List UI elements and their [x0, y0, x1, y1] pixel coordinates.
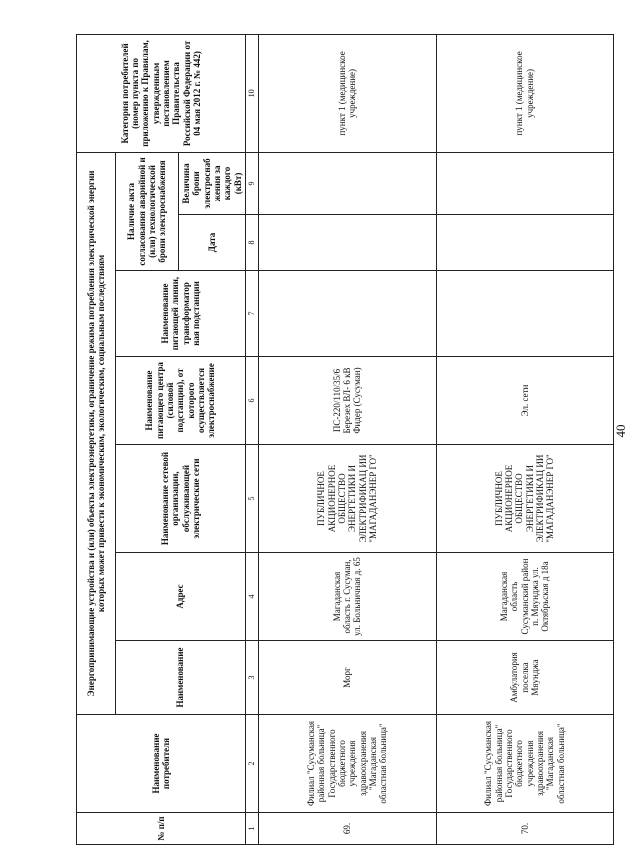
table-row	[259, 34, 436, 844]
row-power-center: Эл. сети	[436, 357, 613, 445]
row-category: пункт 1 (медицинское учреждение)	[436, 34, 613, 152]
row-supply-line	[259, 271, 436, 357]
header-network-org: Наименование сетевой организации, обслуживающей электрические сети	[116, 445, 246, 553]
row-reserve	[259, 152, 436, 214]
row-reserve	[436, 152, 613, 214]
col-number: 9	[246, 152, 259, 214]
col-number: 8	[246, 215, 259, 271]
header-group-title: Энергопринимающие устройства и (или) объекты электроэнергетики, ограничение режима потребления электрической энергии которых может привести к экономическим, экологическим, социальным последствиям	[77, 152, 116, 714]
row-date	[436, 215, 613, 271]
row-date	[259, 215, 436, 271]
rotated-table-wrapper	[76, 35, 614, 845]
row-network-org: ПУБЛИЧНОЕ АКЦИОНЕРНОЕ ОБЩЕСТВО ЭНЕРГЕТИКИ И ЭЛЕКТРИФИКАЦ ИИ "МАГАДАНЭНЕР ГО"	[259, 445, 436, 553]
col-number: 6	[246, 357, 259, 445]
row-no: 70.	[436, 813, 613, 845]
row-network-org: ПУБЛИЧНОЕ АКЦИОНЕРНОЕ ОБЩЕСТВО ЭНЕРГЕТИКИ И ЭЛЕКТРИФИКАЦ ИИ "МАГАДАНЭНЕР ГО"	[436, 445, 613, 553]
header-no: № п/п	[77, 813, 246, 845]
table-row	[436, 34, 613, 844]
col-number: 2	[246, 715, 259, 813]
row-consumer: Филиал "Сусуманская районная больница" Государственного бюджетного учреждения здравоохранения "Магаданская областная больница"	[259, 715, 436, 813]
row-address: Магаданская область г. Сусуман, ул. Больничная д. 65	[259, 553, 436, 641]
row-category: пункт 1 (медицинское учреждение)	[259, 34, 436, 152]
row-address: Магаданская область Сусуманский район п. Мяунджа ул. Октябрьская д 18а	[436, 553, 613, 641]
col-number: 10	[246, 34, 259, 152]
header-reserve: Величина брони электроснабжения за каждого (кВт)	[179, 152, 246, 214]
col-number: 5	[246, 445, 259, 553]
header-act-group: Наличие акта согласования аварийной и (или) технологической брони электроснабжения	[116, 152, 179, 270]
header-category: Категория потребителей (номер пункта по приложению к Правилам, утвержденным постановлением Правительства Российской Федерации от 04 мая 2012 г. № 442)	[77, 34, 246, 152]
row-power-center: ПС-220/110/35/6 Березех ВЛ- 6 кВ Фидер (Сусуман)	[259, 357, 436, 445]
row-no: 69.	[259, 813, 436, 845]
col-number: 3	[246, 641, 259, 715]
col-number: 1	[246, 813, 259, 845]
col-number: 7	[246, 271, 259, 357]
consumers-table	[76, 34, 614, 845]
col-number: 4	[246, 553, 259, 641]
header-consumer-name: Наименование потребителя	[77, 715, 246, 813]
header-supply-line: Наименование питающей линии, трансформатор ная подстанции	[116, 271, 246, 357]
header-address: Адрес	[116, 553, 246, 641]
row-name: Морг	[259, 641, 436, 715]
row-consumer: Филиал "Сусуманская районная больница" Государственного бюджетного учреждения здравоохранения "Магаданская областная больница"	[436, 715, 613, 813]
header-power-center: Наименование питающего центра (силовой подстанции), от которого осуществляется электроснабжение	[116, 357, 246, 445]
page-number: 40	[613, 424, 628, 438]
row-name: Амбулатория поселка Мяунджа	[436, 641, 613, 715]
header-date: Дата	[179, 215, 246, 271]
row-supply-line	[436, 271, 613, 357]
header-name: Наименование	[116, 641, 246, 715]
